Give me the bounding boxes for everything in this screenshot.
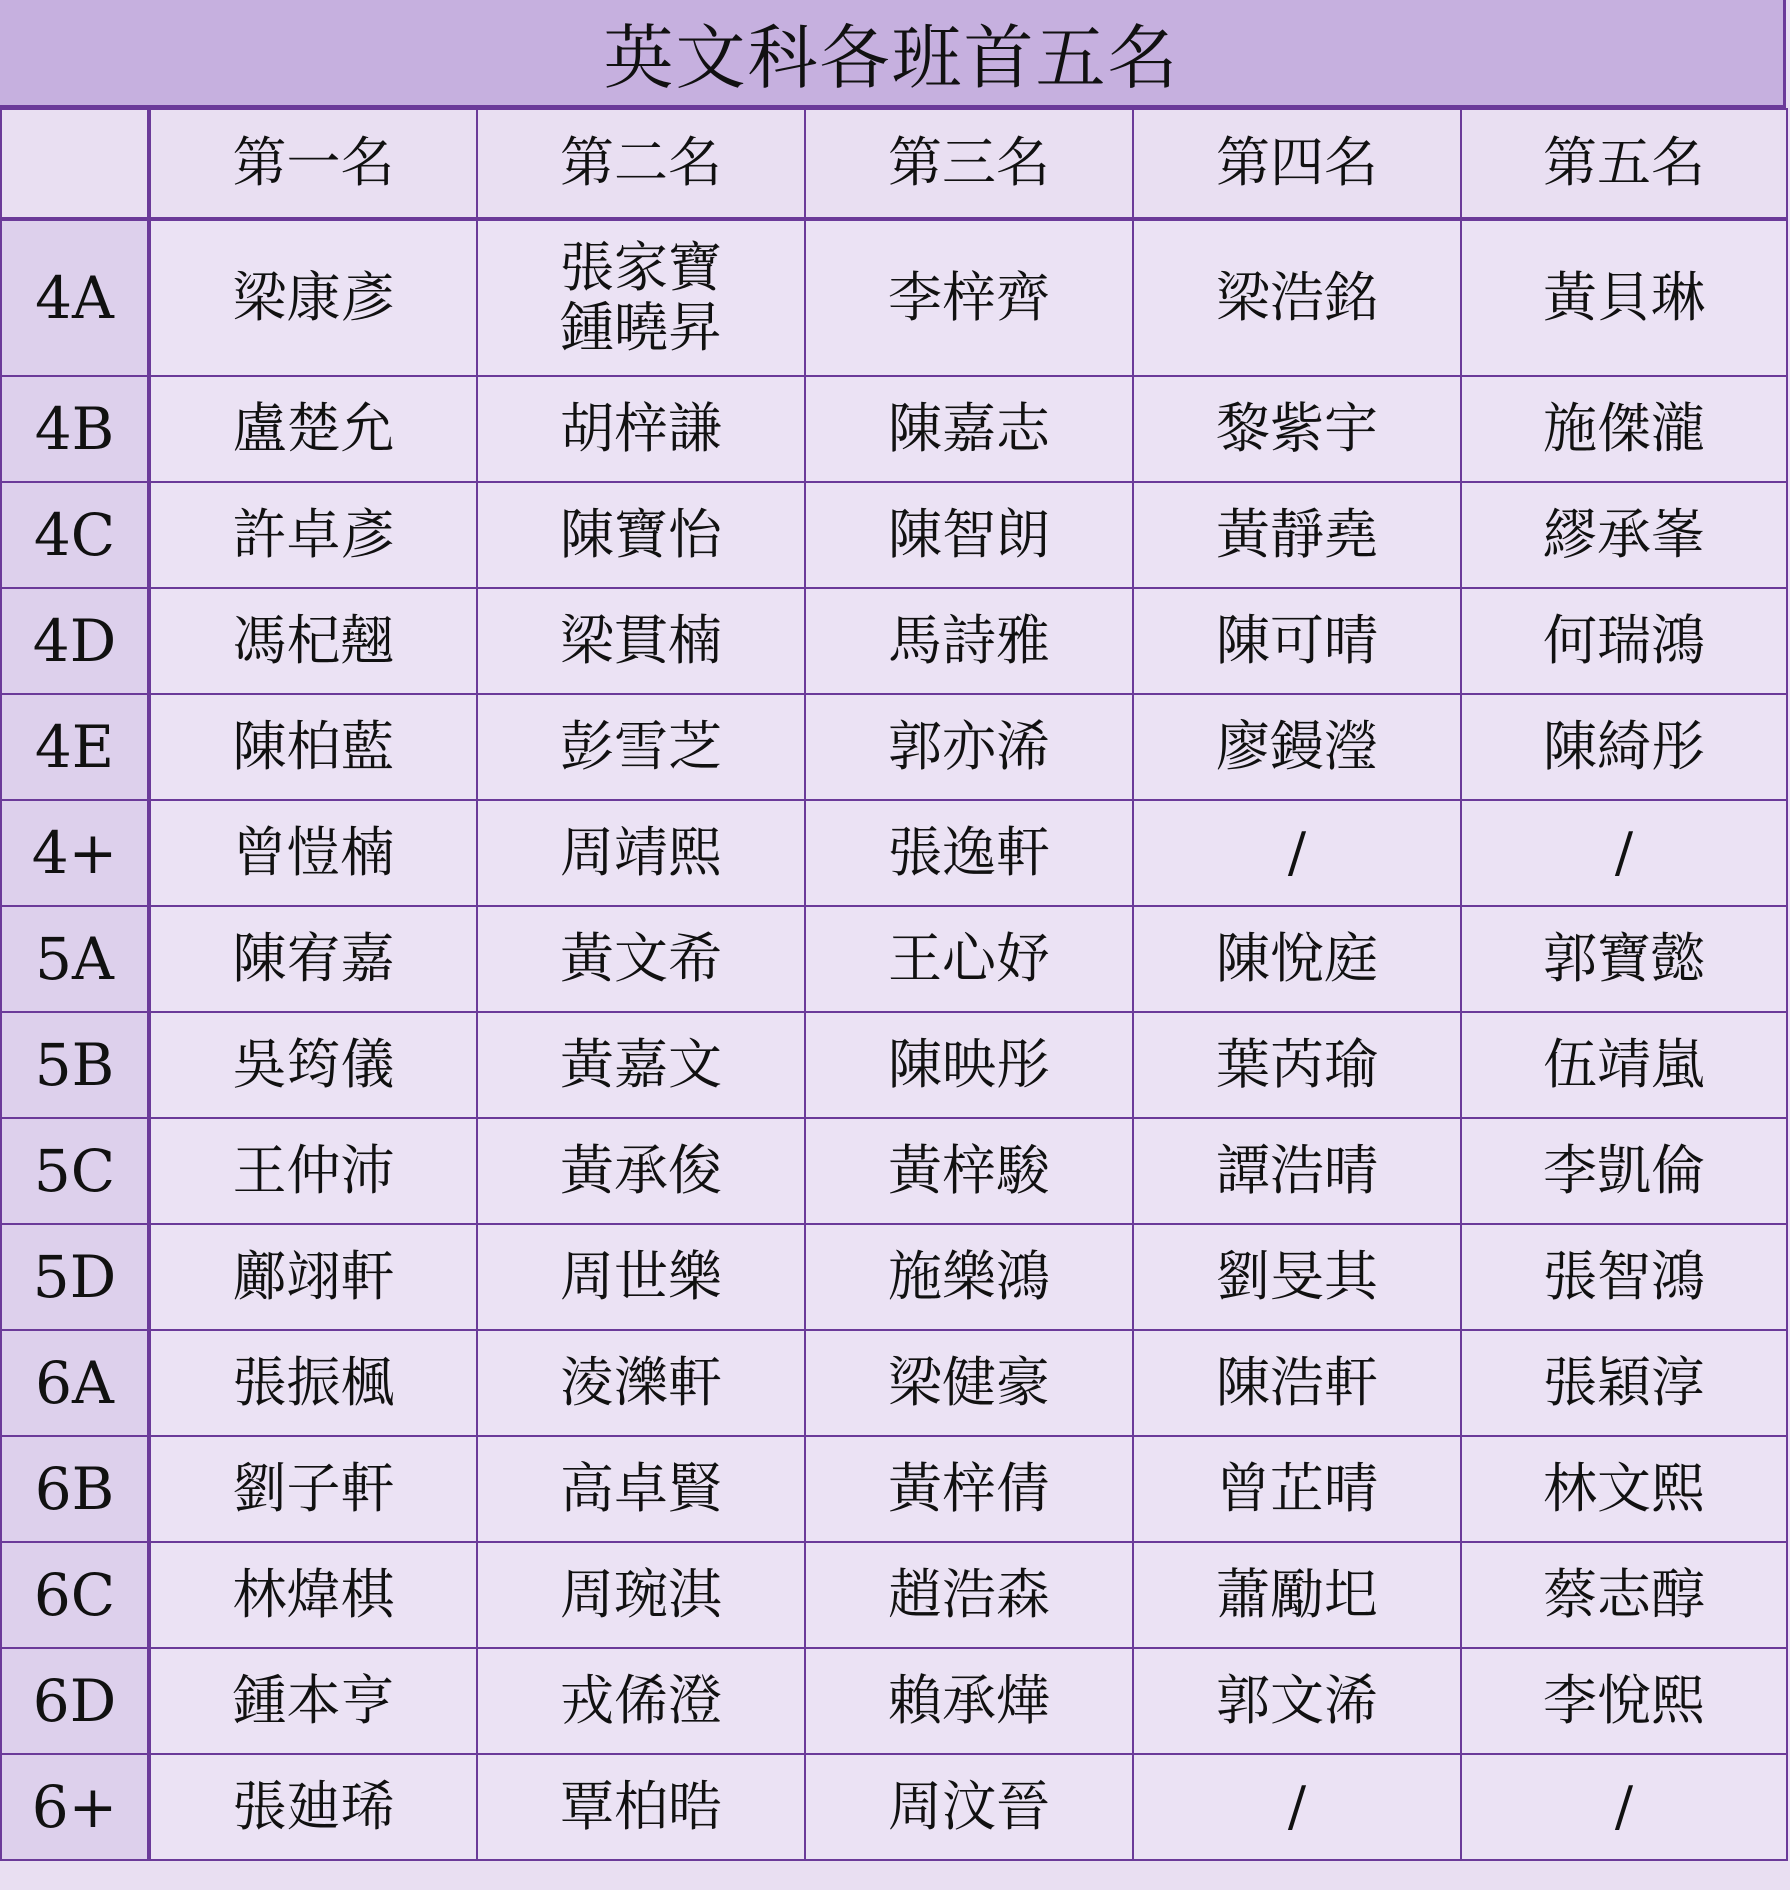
student-name: 陳悅庭 — [1216, 926, 1378, 990]
rank-cell — [477, 1330, 805, 1436]
student-name: 劉子軒 — [232, 1456, 395, 1520]
student-name: 林煒棋 — [232, 1562, 395, 1626]
student-name: 蕭勵圯 — [1216, 1562, 1378, 1626]
student-name: 何瑞鴻 — [1543, 608, 1705, 672]
table-row — [1, 694, 1787, 800]
table-row — [1, 1754, 1787, 1860]
sheet-title: 英文科各班首五名 — [0, 0, 1786, 108]
rank-cell — [1461, 1118, 1787, 1224]
rank-cell — [149, 1118, 477, 1224]
rank-cell — [149, 1436, 477, 1542]
student-name: 許卓彥 — [232, 502, 395, 566]
student-name: / — [1614, 820, 1634, 884]
rank-cell — [805, 1754, 1133, 1860]
rank-cell — [1461, 588, 1787, 694]
student-name: 彭雪芝 — [560, 714, 722, 778]
student-name: 林文熙 — [1543, 1456, 1705, 1520]
rank-cell — [1461, 1436, 1787, 1542]
table-row — [1, 1012, 1787, 1118]
rank-cell — [149, 694, 477, 800]
rank-cell — [1133, 1224, 1461, 1330]
student-name: 陳綺彤 — [1543, 714, 1705, 778]
rank-cell — [1461, 1330, 1787, 1436]
student-name: 張穎淳 — [1543, 1350, 1705, 1414]
rank-cell — [1133, 1754, 1461, 1860]
student-name: 伍靖嵐 — [1543, 1032, 1705, 1096]
table-row — [1, 219, 1787, 376]
table-row — [1, 376, 1787, 482]
header-fourth: 第四名 — [1133, 109, 1461, 219]
header-third: 第三名 — [805, 109, 1133, 219]
rank-cell — [1133, 906, 1461, 1012]
student-name: 郭寶懿 — [1543, 926, 1705, 990]
student-name: 周汶晉 — [888, 1774, 1050, 1838]
rank-cell — [477, 800, 805, 906]
rank-cell — [1461, 1542, 1787, 1648]
rank-cell — [805, 1542, 1133, 1648]
student-name: 譚浩晴 — [1216, 1138, 1378, 1202]
rank-cell — [477, 588, 805, 694]
rank-cell — [477, 1118, 805, 1224]
rank-cell — [477, 376, 805, 482]
student-name: 梁貫楠 — [560, 608, 722, 672]
rank-cell — [1461, 694, 1787, 800]
class-label: 4+ — [1, 800, 149, 906]
rank-cell — [805, 1224, 1133, 1330]
rank-cell — [477, 906, 805, 1012]
class-label: 4D — [1, 588, 149, 694]
ranking-table — [0, 108, 1788, 1861]
student-name: 淩濼軒 — [560, 1350, 722, 1414]
student-name: / — [1287, 820, 1307, 884]
rank-cell — [805, 1330, 1133, 1436]
class-label: 6B — [1, 1436, 149, 1542]
header-second: 第二名 — [477, 109, 805, 219]
rank-cell — [477, 219, 805, 376]
table-row — [1, 800, 1787, 906]
rank-cell — [477, 1754, 805, 1860]
rank-cell — [149, 1330, 477, 1436]
student-name: 劉旻其 — [1216, 1244, 1378, 1308]
student-name: 梁健豪 — [888, 1350, 1050, 1414]
header-row — [1, 109, 1787, 219]
rank-cell — [149, 588, 477, 694]
rank-cell — [149, 1542, 477, 1648]
header-fifth: 第五名 — [1461, 109, 1787, 219]
rank-cell — [149, 1012, 477, 1118]
student-name: 施樂鴻 — [888, 1244, 1050, 1308]
ranking-body — [1, 219, 1787, 1860]
student-name: 張智鴻 — [1543, 1244, 1705, 1308]
student-name: 曾芷晴 — [1216, 1456, 1378, 1520]
student-name: 陳浩軒 — [1216, 1350, 1378, 1414]
student-name: 黃梓倩 — [888, 1456, 1050, 1520]
student-name: 吳筠儀 — [232, 1032, 395, 1096]
student-name: 高卓賢 — [560, 1456, 722, 1520]
student-name: 黃文希 — [560, 926, 722, 990]
student-name: 覃柏晧 — [560, 1774, 722, 1838]
rank-cell — [149, 1224, 477, 1330]
student-name: 馬詩雅 — [888, 608, 1050, 672]
class-label: 4E — [1, 694, 149, 800]
student-name: 鍾曉昇 — [560, 296, 722, 359]
rank-cell — [1133, 800, 1461, 906]
rank-cell — [1461, 219, 1787, 376]
rank-cell — [149, 482, 477, 588]
student-name: 戎俙澄 — [560, 1668, 722, 1732]
class-label: 5D — [1, 1224, 149, 1330]
table-row — [1, 906, 1787, 1012]
rank-cell — [477, 1648, 805, 1754]
table-row — [1, 1648, 1787, 1754]
student-name: 胡梓謙 — [560, 396, 722, 460]
class-label: 6C — [1, 1542, 149, 1648]
student-name: 梁康彥 — [232, 265, 395, 329]
rank-cell — [149, 219, 477, 376]
student-name: 張家寶 — [560, 235, 722, 299]
student-name: 陳寶怡 — [560, 502, 722, 566]
student-name: 馮杞翹 — [232, 608, 395, 672]
rank-cell — [1133, 1012, 1461, 1118]
rank-cell — [477, 694, 805, 800]
rank-cell — [149, 376, 477, 482]
rank-cell — [477, 1224, 805, 1330]
class-label: 5C — [1, 1118, 149, 1224]
student-name: 梁浩銘 — [1216, 265, 1378, 329]
table-row — [1, 482, 1787, 588]
student-name: 曾愷楠 — [232, 820, 395, 884]
rank-cell — [1133, 1542, 1461, 1648]
student-name: 黃梓駿 — [888, 1138, 1050, 1202]
class-label: 4A — [1, 219, 149, 376]
student-name: 陳柏藍 — [232, 714, 395, 778]
class-label: 4B — [1, 376, 149, 482]
student-name: 李梓齊 — [888, 265, 1050, 329]
rank-cell — [1461, 800, 1787, 906]
student-name: 郭亦浠 — [888, 714, 1050, 778]
rank-cell — [477, 1436, 805, 1542]
rank-cell — [149, 800, 477, 906]
rank-cell — [1133, 1330, 1461, 1436]
rank-cell — [1133, 376, 1461, 482]
student-name: 廖鏝瀅 — [1216, 714, 1378, 778]
rank-cell — [1461, 1224, 1787, 1330]
student-name: 施傑瀧 — [1543, 396, 1705, 460]
student-name: 張廸琋 — [232, 1774, 395, 1838]
rank-cell — [477, 1542, 805, 1648]
rank-cell — [805, 376, 1133, 482]
student-name: 黃承俊 — [560, 1138, 722, 1202]
rank-cell — [805, 1436, 1133, 1542]
student-name: 趙浩森 — [888, 1562, 1050, 1626]
table-row — [1, 1118, 1787, 1224]
student-name: 鄺翊軒 — [232, 1244, 395, 1308]
student-name: 陳映彤 — [888, 1032, 1050, 1096]
student-name: / — [1614, 1774, 1634, 1838]
student-name: 鍾本亨 — [232, 1668, 395, 1732]
student-name: 黃貝琳 — [1543, 265, 1705, 329]
rank-cell — [805, 588, 1133, 694]
header-first: 第一名 — [149, 109, 477, 219]
student-name: 周世樂 — [560, 1244, 722, 1308]
table-row — [1, 1330, 1787, 1436]
student-name: 陳智朗 — [888, 502, 1050, 566]
student-name: 郭文浠 — [1216, 1668, 1378, 1732]
student-name: 張逸軒 — [888, 820, 1050, 884]
rank-cell — [1133, 1648, 1461, 1754]
class-label: 6+ — [1, 1754, 149, 1860]
student-name: 陳宥嘉 — [232, 926, 395, 990]
student-name: 陳可晴 — [1216, 608, 1378, 672]
student-name: 蔡志醇 — [1543, 1562, 1705, 1626]
table-row — [1, 588, 1787, 694]
student-name: 繆承峯 — [1543, 502, 1705, 566]
rank-cell — [149, 906, 477, 1012]
corner-cell — [1, 109, 149, 219]
rank-cell — [805, 1648, 1133, 1754]
student-name: 李悅熙 — [1543, 1668, 1705, 1732]
rank-cell — [1461, 906, 1787, 1012]
student-name: 周琬淇 — [560, 1562, 722, 1626]
rank-cell — [805, 1012, 1133, 1118]
student-name: 王仲沛 — [232, 1138, 395, 1202]
rank-cell — [1133, 219, 1461, 376]
student-name: 張振楓 — [232, 1350, 395, 1414]
student-name: 盧楚允 — [232, 396, 395, 460]
student-name: 王心妤 — [888, 926, 1050, 990]
rank-cell — [805, 694, 1133, 800]
rank-cell — [1133, 694, 1461, 800]
student-name: 黃嘉文 — [560, 1032, 722, 1096]
rank-cell — [149, 1648, 477, 1754]
table-row — [1, 1436, 1787, 1542]
student-name: / — [1287, 1774, 1307, 1838]
class-label: 6A — [1, 1330, 149, 1436]
rank-cell — [477, 1012, 805, 1118]
student-name: 賴承燁 — [888, 1668, 1050, 1732]
rank-cell — [1133, 1436, 1461, 1542]
student-name: 陳嘉志 — [888, 396, 1050, 460]
table-row — [1, 1542, 1787, 1648]
rank-cell — [1133, 482, 1461, 588]
rank-cell — [1461, 482, 1787, 588]
table-row — [1, 1224, 1787, 1330]
rank-cell — [805, 219, 1133, 376]
rank-cell — [477, 482, 805, 588]
class-label: 4C — [1, 482, 149, 588]
rank-cell — [1133, 588, 1461, 694]
rank-cell — [805, 1118, 1133, 1224]
rank-cell — [1461, 1012, 1787, 1118]
student-name: 黃靜堯 — [1216, 502, 1378, 566]
rank-cell — [1461, 1648, 1787, 1754]
rank-cell — [1461, 1754, 1787, 1860]
rank-cell — [805, 482, 1133, 588]
student-name: 李凱倫 — [1543, 1138, 1705, 1202]
student-name: 黎紫宇 — [1216, 396, 1378, 460]
rank-cell — [805, 906, 1133, 1012]
rank-cell — [805, 800, 1133, 906]
rank-cell — [1133, 1118, 1461, 1224]
class-label: 6D — [1, 1648, 149, 1754]
class-label: 5A — [1, 906, 149, 1012]
student-name: 葉芮瑜 — [1216, 1032, 1378, 1096]
class-label: 5B — [1, 1012, 149, 1118]
rank-cell — [1461, 376, 1787, 482]
rank-cell — [149, 1754, 477, 1860]
student-name: 周靖熙 — [560, 820, 722, 884]
